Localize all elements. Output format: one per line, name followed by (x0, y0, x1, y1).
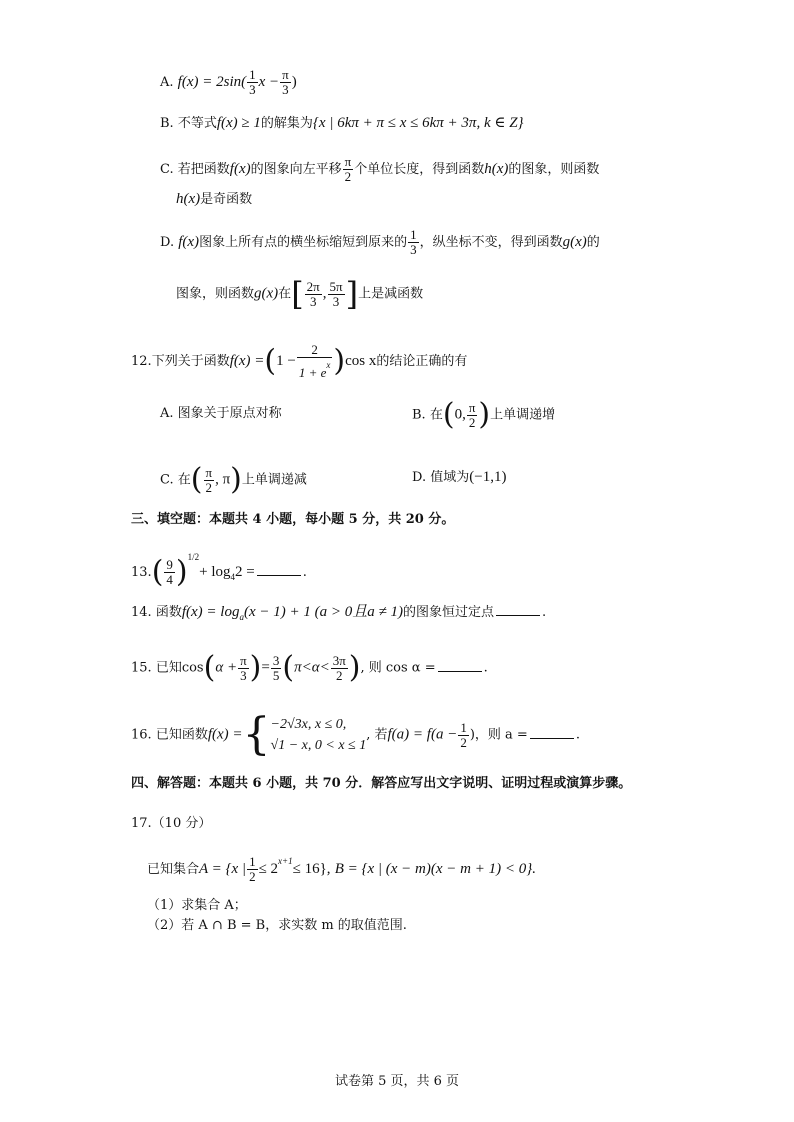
fraction: $\frac{3\pi}{2}$ (332, 652, 346, 683)
fraction: $\frac{1}{3}$ (410, 227, 417, 257)
answer-blank[interactable] (257, 563, 301, 576)
fraction: $\frac{\pi}{2}$ (344, 154, 352, 184)
fraction: $\frac{\pi}{3}$ (282, 67, 289, 97)
q16: 16. 已知函数f(x) ={ −2√3x, x ≤ 0, √1 − x, 0 < x ≤ 1 , 若f(a) = f(a − $\frac{1}{2}$ )，则 a = . (131, 709, 580, 760)
fraction: $\frac{2\pi}{3}$ (306, 278, 320, 309)
q17-number: 17.（10 分） (131, 816, 212, 831)
q12-option-d: D. 值域为(−1,1) (412, 469, 507, 485)
q17-part-1: （1）求集合 A； (147, 898, 247, 913)
answer-blank[interactable] (438, 659, 482, 672)
fraction: $\frac{2}{1 + e^x}$ (298, 342, 331, 380)
piecewise-cases: −2√3x, x ≤ 0, √1 − x, 0 < x ≤ 1 (270, 717, 367, 753)
q11-option-c: C. 若把函数f(x)的图象向左平移 $\frac{\pi}{2}$ 个单位长度，得到函数h(x)的图象，则函数 (160, 154, 600, 184)
section-heading-solve: 四、解答题：本题共 6 小题，共 70 分．解答应写出文字说明、证明过程或演算步骤。 (131, 776, 632, 791)
fraction: $\frac{\pi}{2}$ (468, 399, 476, 430)
q17-part-2: （2）若 A ∩ B = B，求实数 m 的取值范围. (147, 918, 407, 933)
fraction: $\frac{\pi}{3}$ (240, 652, 247, 683)
q13: 13.( $\frac{9}{4}$ )$^{1/2}+ \log_42$ = . (131, 552, 307, 590)
q12-stem: 12.下列关于函数f(x) =(1 − $\frac{2}{1 + e^x}$ )cos x的结论正确的有 (131, 342, 468, 380)
fraction: $\frac{9}{4}$ (166, 557, 173, 587)
math-expr: f(x) = 2sin( (177, 74, 247, 90)
q12-option-a: A. 图象关于原点对称 (160, 406, 282, 421)
section-heading-fill-in: 三、填空题：本题共 4 小题，每小题 5 分，共 20 分。 (131, 512, 455, 527)
page-footer: 试卷第 5 页，共 6 页 (334, 1074, 460, 1089)
q11-option-d: D. f(x)图象上所有点的横坐标缩短到原来的 $\frac{1}{3}$ ，纵坐标不变，得到函数g(x)的 (160, 227, 600, 257)
answer-blank[interactable] (496, 603, 540, 616)
q17-stem: 已知集合A = {x | $\frac{1}{2}$ ≤ $2^{x+1}\le 16$}, B = {x | (x − m)(x − m + 1) < 0}. (147, 854, 536, 884)
q15: 15. 已知cos(α + $\frac{\pi}{3}$ )= $\frac{3}{5}$ (π<α< $\frac{3\pi}{2}$ ), 则 cos α = . (131, 650, 488, 685)
fraction: $\frac{1}{2}$ (460, 719, 467, 750)
fraction: $\frac{\pi}{2}$ (205, 464, 213, 495)
q12-option-c: C. 在( $\frac{\pi}{2}$ , π)上单调递减 (160, 462, 307, 497)
fraction: $\frac{1}{2}$ (249, 854, 256, 884)
question-number: 12. (131, 354, 152, 369)
q11-option-c-line2: h(x)是奇函数 (176, 191, 253, 207)
q14: 14. 函数$f(x) = \log_a(x - 1) + 1$ (a > 0且a ≠ 1)的图象恒过定点 . (131, 604, 547, 622)
fraction: $\frac{3}{5}$ (272, 652, 280, 683)
q12-option-b: B. 在(0, $\frac{\pi}{2}$ )上单调递增 (412, 397, 556, 432)
option-letter: A. (160, 75, 174, 90)
q11-option-b: B. 不等式f(x) ≥ 1的解集为{x | 6kπ + π ≤ x ≤ 6kπ + 3π, k ∈ Z} (160, 115, 524, 131)
q11-option-a: A. f(x) = 2sin( $\frac{1}{3}$ x − $\frac{\pi}{3}$ ) (160, 67, 297, 97)
fraction: $\frac{5\pi}{3}$ (329, 278, 343, 309)
q11-option-d-line2: 图象，则函数g(x)在[ $\frac{2\pi}{3}$ , $\frac{5\pi}{3}$ ]上是减函数 (176, 275, 424, 313)
fraction: $\frac{1}{3}$ (249, 67, 256, 97)
answer-blank[interactable] (530, 726, 574, 739)
